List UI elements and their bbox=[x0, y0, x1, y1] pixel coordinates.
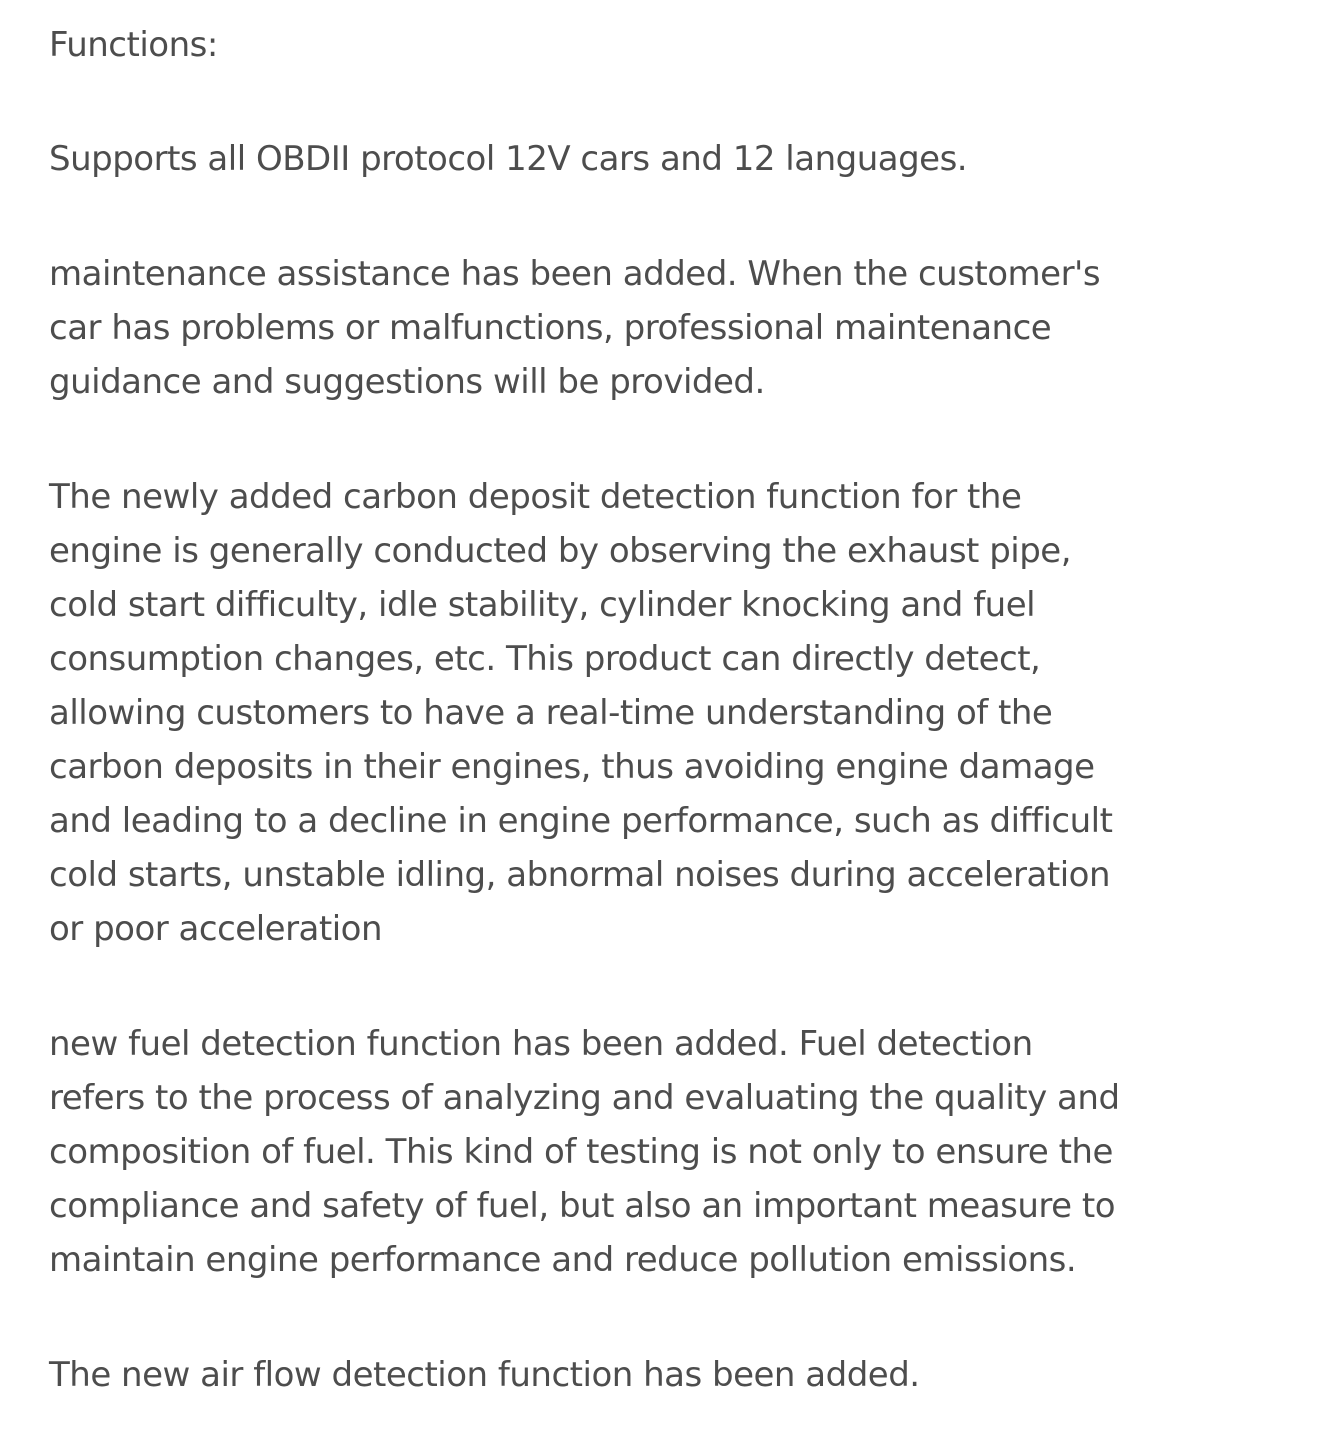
paragraph-line: maintain engine performance and reduce pollution emissions. bbox=[49, 1240, 1077, 1280]
paragraph-line: refers to the process of analyzing and evaluating the quality and bbox=[49, 1078, 1120, 1118]
paragraph-line: consumption changes, etc. This product can directly detect, bbox=[49, 639, 1041, 679]
paragraph-air-flow-detection bbox=[49, 1348, 1299, 1402]
paragraph-line: guidance and suggestions will be provided. bbox=[49, 362, 765, 402]
paragraph-line: Supports all OBDII protocol 12V cars and 12 languages. bbox=[49, 139, 968, 179]
paragraph-line: allowing customers to have a real-time understanding of the bbox=[49, 693, 1053, 733]
paragraph-line: car has problems or malfunctions, professional maintenance bbox=[49, 308, 1052, 348]
paragraph-line: compliance and safety of fuel, but also an important measure to bbox=[49, 1186, 1116, 1226]
paragraph-line: maintenance assistance has been added. When the customer's bbox=[49, 254, 1101, 294]
paragraph-line: cold start difficulty, idle stability, cylinder knocking and fuel bbox=[49, 585, 1036, 625]
paragraph-fuel-detection bbox=[49, 1017, 1299, 1287]
paragraph-line: and leading to a decline in engine performance, such as difficult bbox=[49, 801, 1113, 841]
paragraph-line: The new air flow detection function has been added. bbox=[49, 1355, 920, 1395]
paragraph-line: composition of fuel. This kind of testing is not only to ensure the bbox=[49, 1132, 1113, 1172]
paragraph-line: or poor acceleration bbox=[49, 909, 383, 949]
paragraph-carbon-deposit-detection bbox=[49, 470, 1299, 956]
document-body bbox=[49, 18, 1299, 1402]
paragraph-line: carbon deposits in their engines, thus avoiding engine damage bbox=[49, 747, 1095, 787]
paragraph-protocol-support bbox=[49, 132, 1299, 186]
paragraph-line: The newly added carbon deposit detection function for the bbox=[49, 477, 1022, 517]
paragraph-line: engine is generally conducted by observing the exhaust pipe, bbox=[49, 531, 1072, 571]
paragraph-line: cold starts, unstable idling, abnormal noises during acceleration bbox=[49, 855, 1110, 895]
functions-heading: Functions: bbox=[49, 25, 218, 65]
paragraph-maintenance-assistance bbox=[49, 247, 1299, 409]
paragraph-line: new fuel detection function has been added. Fuel detection bbox=[49, 1024, 1033, 1064]
